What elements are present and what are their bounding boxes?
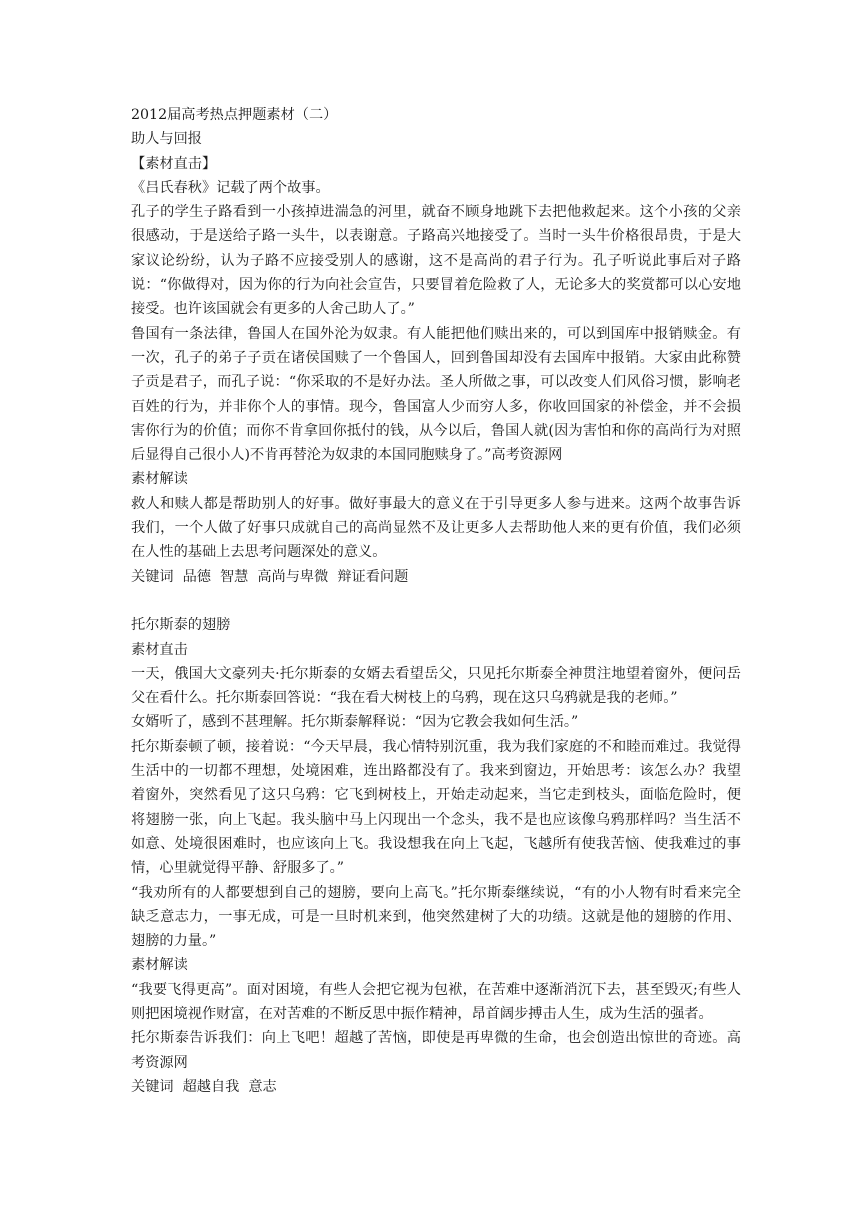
body-paragraph: 孔子的学生子路看到一小孩掉进湍急的河里，就奋不顾身地跳下去把他救起来。这个小孩的父亲很感动，于是送给子路一头牛，以表谢意。子路高兴地接受了。当时一头牛价格很昂贵，于是大家议论纷纷，认为子路不应接受别人的感谢，这不是高尚的君子行为。孔子听说此事后对子路说：“你做得对，因为你的行为向社会宣告，只要冒着危险救了人，无论多大的奖赏都可以心安地接受。也许该国就会有更多的人舍己助人了。” <box>131 204 741 318</box>
document-title: 2012届高考热点押题素材（二） <box>131 107 338 123</box>
body-paragraph: 一天，俄国大文豪列夫·托尔斯泰的女婿去看望岳父，只见托尔斯泰全神贯注地望着窗外，便问岳父在看什么。托尔斯泰回答说：“我在看大树枝上的乌鸦，现在这只乌鸦就是我的老师。” <box>131 665 741 707</box>
analysis-heading: 素材解读 <box>131 471 188 488</box>
document-body <box>131 103 741 1099</box>
body-paragraph: 女婿听了，感到不甚理解。托尔斯泰解释说：“因为它教会我如何生活。” <box>131 714 579 731</box>
analysis-paragraph: “我要飞得更高”。面对困境，有些人会把它视为包袱，在苦难中逐渐消沉下去，甚至毁灭;有些人则把困境视作财富，在对苦难的不断反思中振作精神，昂首阔步搏击人生，成为生活的强者。 <box>131 981 741 1022</box>
body-paragraph: 鲁国有一条法律，鲁国人在国外沦为奴隶。有人能把他们赎出来的，可以到国库中报销赎金。有一次，孔子的弟子子贡在诸侯国赎了一个鲁国人，回到鲁国却没有去国库中报销。大家由此称赞子贡是君子，而孔子说：“你采取的不是好办法。圣人所做之事，可以改变人们风俗习惯，影响老百姓的行为，并非你个人的事情。现今，鲁国富人少而穷人多，你收回国家的补偿金，并不会损害你行为的价值；而你不肯拿回你抵付的钱，从今以后，鲁国人就(因为害怕和你的高尚行为对照后显得自己很小人)不肯再替沦为奴隶的本国同胞赎身了。”高考资源网 <box>131 325 741 464</box>
section-subheading: 素材直击 <box>131 641 188 658</box>
section-heading: 托尔斯泰的翅膀 <box>131 617 231 634</box>
blank-line <box>131 589 741 613</box>
section-subheading: 【素材直击】 <box>131 155 217 172</box>
body-paragraph: “我劝所有的人都要想到自己的翅膀，要向上高飞。”托尔斯泰继续说，“有的小人物有时看来完全缺乏意志力，一事无成，可是一旦时机来到，他突然建树了大的功绩。这就是他的翅膀的作用、翅膀的力量。” <box>131 884 741 950</box>
keywords-line: 关键词 品德 智慧 高尚与卑微 辩证看问题 <box>131 568 409 585</box>
analysis-paragraph: 救人和赎人都是帮助别人的好事。做好事最大的意义在于引导更多人参与进来。这两个故事告诉我们，一个人做了好事只成就自己的高尚显然不及让更多人去帮助他人来的更有价值，我们必须在人性的基础上去思考问题深处的意义。 <box>131 495 741 561</box>
section-heading: 助人与回报 <box>131 131 202 148</box>
body-paragraph: 托尔斯泰顿了顿，接着说：“今天早晨，我心情特别沉重，我为我们家庭的不和睦而难过。我觉得生活中的一切都不理想，处境困难，连出路都没有了。我来到窗边，开始思考：该怎么办？我望着窗外，突然看见了这只乌鸦：它飞到树枝上，开始走动起来，当它走到枝头，面临危险时，便将翅膀一张，向上飞起。我头脑中马上闪现出一个念头，我不是也应该像乌鸦那样吗？当生活不如意、处境很困难时，也应该向上飞。我设想我在向上飞起，飞越所有使我苦恼、使我难过的事情，心里就觉得平静、舒服多了。” <box>131 738 741 877</box>
keywords-line: 关键词 超越自我 意志 <box>131 1078 277 1095</box>
analysis-paragraph: 托尔斯泰告诉我们：向上飞吧！超越了苦恼，即使是再卑微的生命，也会创造出惊世的奇迹。高考资源网 <box>131 1030 741 1071</box>
analysis-heading: 素材解读 <box>131 957 188 974</box>
body-paragraph: 《吕氏春秋》记载了两个故事。 <box>131 179 330 196</box>
